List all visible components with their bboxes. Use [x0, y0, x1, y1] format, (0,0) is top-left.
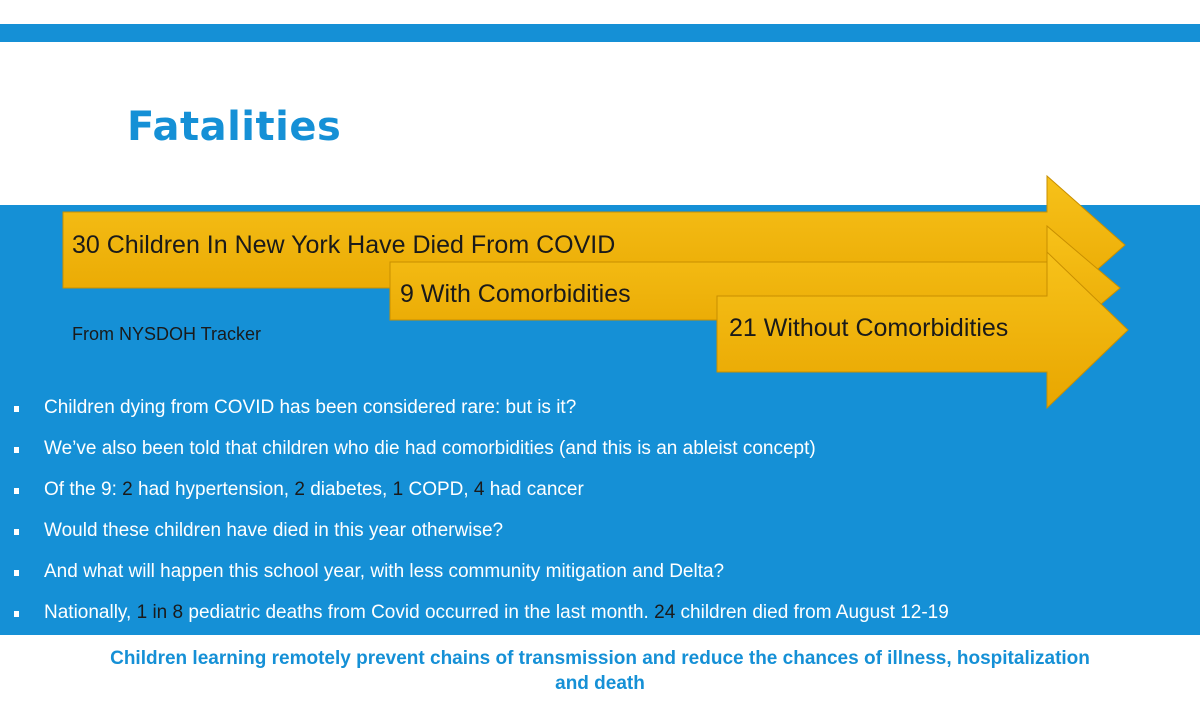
bullet-text: Children dying from COVID has been considered rare: but is it?	[44, 397, 577, 418]
count-hypertension: 2	[122, 479, 133, 500]
bullet-marker	[14, 570, 19, 576]
bullet-marker	[14, 447, 19, 453]
bullet-marker	[14, 406, 19, 412]
ratio-in: in	[152, 602, 168, 623]
bullet-marker	[14, 529, 19, 535]
bullet-marker	[14, 488, 19, 494]
deaths-count: 24	[654, 602, 676, 623]
count-copd: 1	[392, 479, 404, 500]
footer-line-2: and death	[555, 673, 645, 694]
source-note: From NYSDOH Tracker	[72, 324, 262, 344]
bullet-text: We’ve also been told that children who die had comorbidities (and this is an ableist concept)	[44, 438, 816, 459]
count-diabetes: 2	[294, 479, 305, 500]
ratio-numerator: 1	[136, 602, 148, 623]
ratio-denominator: 8	[172, 602, 184, 623]
bullet-text: Of the 9: 2 had hypertension, 2 diabetes, 1 COPD, 4 had cancer	[44, 479, 584, 500]
arrow-2-label: 9 With Comorbidities	[400, 280, 631, 308]
bullet-text: Would these children have died in this year otherwise?	[44, 520, 504, 541]
footer	[0, 635, 1200, 704]
bullet-text: And what will happen this school year, with less community mitigation and Delta?	[44, 561, 725, 582]
arrow-3-label: 21 Without Comorbidities	[729, 314, 1009, 342]
bullet-text: Nationally, 1 in 8 pediatric deaths from Covid occurred in the last month. 24 children died from August 12-19	[44, 602, 949, 623]
footer-line-1: Children learning remotely prevent chains of transmission and reduce the chances of illness, hospitalization	[110, 648, 1090, 669]
bullet-marker	[14, 611, 19, 617]
footer-message	[10, 646, 1190, 696]
slide-title: Fatalities	[127, 104, 342, 150]
count-cancer: 4	[473, 479, 485, 500]
arrow-1-label: 30 Children In New York Have Died From COVID	[72, 231, 616, 259]
